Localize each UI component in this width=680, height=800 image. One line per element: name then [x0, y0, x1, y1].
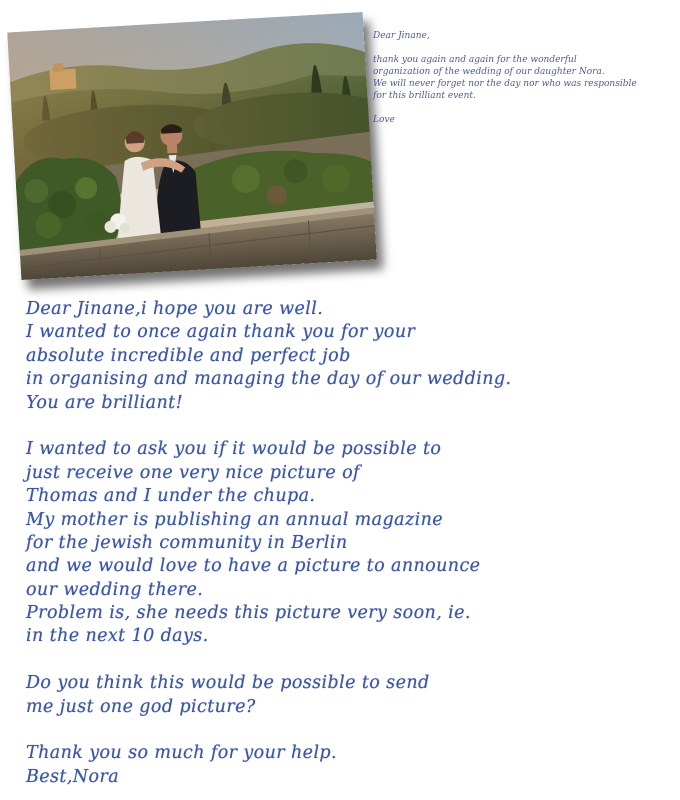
letter-line: My mother is publishing an annual magazine — [26, 509, 443, 530]
letter-line: for the jewish community in Berlin — [26, 532, 348, 553]
wedding-photo — [7, 12, 377, 280]
letter-line: Dear Jinane,i hope you are well. — [26, 299, 324, 319]
letter-signature: Best,Nora — [26, 766, 120, 787]
letter-line: in the next 10 days. — [26, 626, 209, 647]
wedding-photo-image — [7, 12, 377, 280]
letter-line: I wanted to once again thank you for your — [26, 322, 416, 343]
note-line: thank you again and again for the wonderful — [373, 55, 577, 65]
letter-line: and we would love to have a picture to announce — [26, 556, 481, 577]
note-closing: Love — [373, 115, 395, 125]
paragraph-break — [26, 719, 676, 742]
letter-line: Thomas and I under the chupa. — [26, 486, 316, 507]
letter-line: Do you think this would be possible to send — [26, 673, 430, 694]
letter-line: I wanted to ask you if it would be possible to — [26, 439, 442, 460]
note-greeting: Dear Jinane, — [373, 31, 430, 41]
printed-note — [373, 30, 673, 126]
letter-line: just receive one very nice picture of — [26, 462, 360, 483]
handwritten-letter — [26, 298, 676, 789]
letter-line: me just one god picture? — [26, 696, 256, 717]
letter-line: Thank you so much for your help. — [26, 743, 338, 764]
letter-line: in organising and managing the day of our wedding. — [26, 369, 512, 390]
letter-line: our wedding there. — [26, 579, 204, 600]
paragraph-break — [26, 649, 676, 672]
letter-line: You are brilliant! — [26, 392, 184, 413]
note-line: We will never forget nor the day nor who was responsible — [373, 79, 637, 89]
note-line: for this brilliant event. — [373, 91, 476, 101]
letter-line: Problem is, she needs this picture very soon, ie. — [26, 603, 471, 624]
note-line: organization of the wedding of our daughter Nora. — [373, 67, 605, 77]
paragraph-break — [26, 415, 676, 438]
letter-line: absolute incredible and perfect job — [26, 345, 351, 366]
